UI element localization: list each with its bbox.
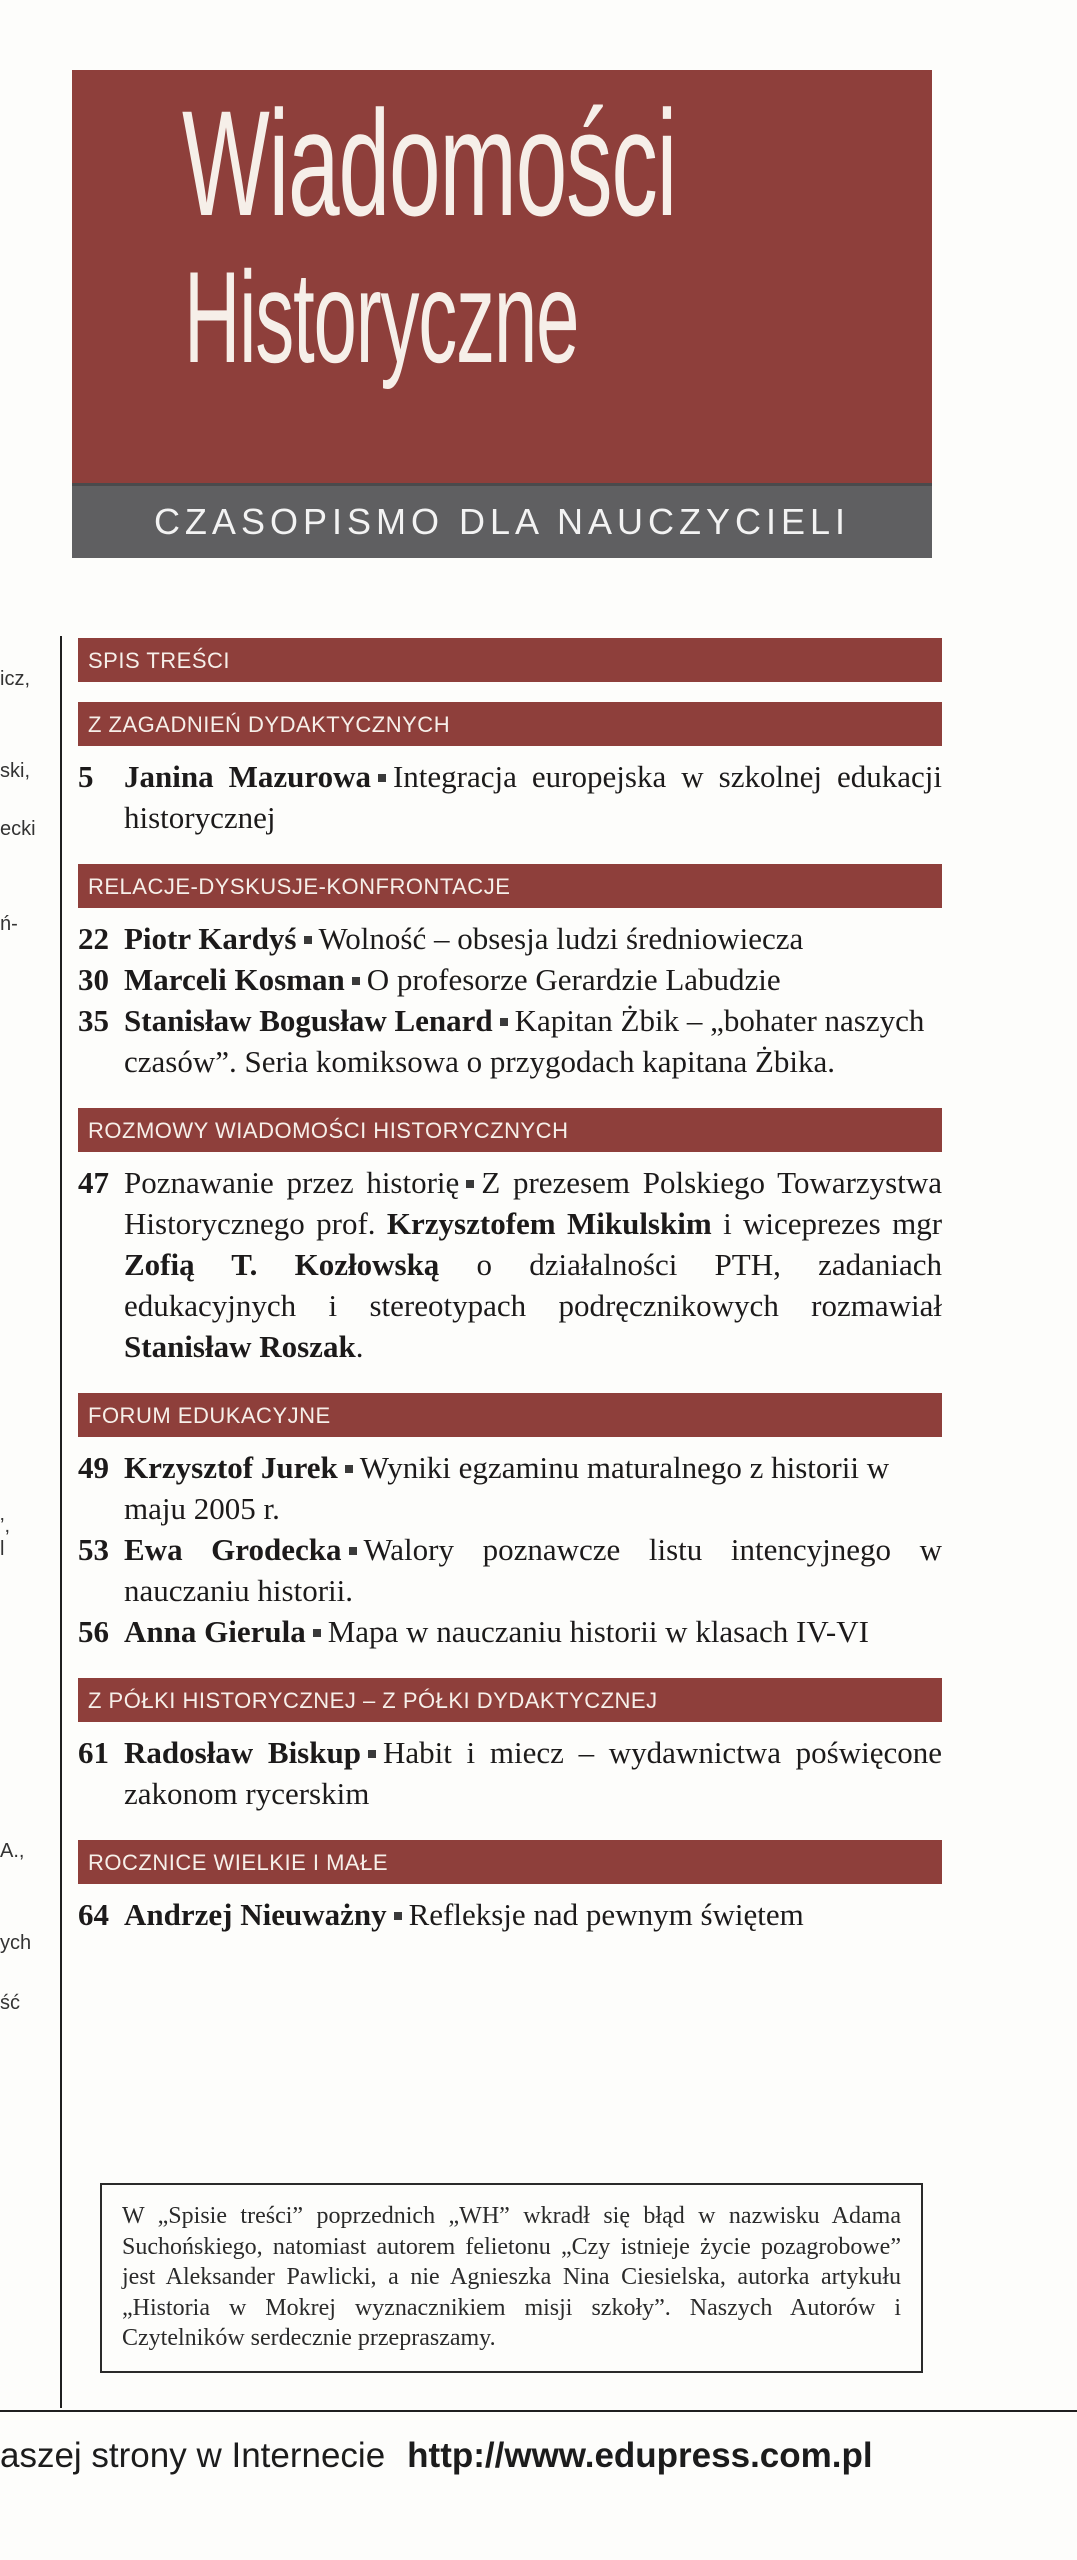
- article-title: Habit i miecz – wydawnictwa poświęcone zakonom rycerskim: [124, 1735, 942, 1811]
- section-title: Z PÓŁKI HISTORYCZNEJ – Z PÓŁKI DYDAKTYCZNEJ: [78, 1678, 942, 1722]
- author-name: Piotr Kardyś: [124, 921, 297, 956]
- toc-section: [78, 1108, 942, 1367]
- page-number: 22: [78, 921, 109, 956]
- magazine-title: Wiadomości: [182, 79, 677, 247]
- page-number: 5: [78, 759, 94, 794]
- magazine-tagline: CZASOPISMO DLA NAUCZYCIELI: [72, 483, 932, 558]
- page-number: 49: [78, 1450, 109, 1485]
- bullet-square-icon: [378, 774, 386, 782]
- bullet-square-icon: [500, 1018, 508, 1026]
- bullet-square-icon: [368, 1750, 376, 1758]
- article-title: Wolność – obsesja ludzi średniowiecza: [318, 921, 804, 956]
- erratum-box: W „Spisie treści” poprzednich „WH” wkradł się błąd w nazwisku Adama Suchońskiego, natomiast autorem felietonu „Czy istnieje życie pozagrobowe” jest Aleksander Pawlicki, a nie Agnieszka Nina Ciesielska, autorka artykułu „Historia w Mokrej wyznacznikiem misji szkoły”. Naszych Autorów i Czytelników serdecznie przepraszamy.: [100, 2183, 923, 2373]
- margin-fragment: icz,: [0, 668, 30, 690]
- article-title: Walory poznawcze listu intencyjnego w nauczaniu historii.: [124, 1532, 942, 1608]
- page-number: 61: [78, 1735, 109, 1770]
- article-title: Integracja europejska w szkolnej edukacji historycznej: [124, 759, 942, 835]
- footer: [0, 2436, 1077, 2476]
- page-number: 35: [78, 1003, 109, 1038]
- bullet-square-icon: [313, 1629, 321, 1637]
- section-title: Z ZAGADNIEŃ DYDAKTYCZNYCH: [78, 702, 942, 746]
- footer-divider: [0, 2410, 1077, 2412]
- margin-fragment: ść: [0, 1992, 20, 2014]
- toc-section: [78, 702, 942, 838]
- page-number: 64: [78, 1897, 109, 1932]
- author-name: Janina Mazurowa: [124, 759, 371, 794]
- margin-fragment: l: [0, 1538, 5, 1560]
- toc-entry[interactable]: [78, 1447, 942, 1529]
- margin-fragment: ych: [0, 1932, 32, 1954]
- toc-heading: SPIS TREŚCI: [78, 638, 942, 682]
- page-number: 53: [78, 1532, 109, 1567]
- article-title: Kapitan Żbik – „bohater naszych czasów”. Seria komiksowa o przygodach kapitana Żbika.: [124, 1003, 925, 1079]
- section-title: RELACJE-DYSKUSJE-KONFRONTACJE: [78, 864, 942, 908]
- table-of-contents: [78, 638, 942, 1961]
- toc-entry[interactable]: [78, 1611, 942, 1652]
- magazine-subtitle: Historyczne: [184, 244, 579, 390]
- author-name: Stanisław Bogusław Lenard: [124, 1003, 493, 1038]
- toc-entry[interactable]: [78, 1162, 942, 1367]
- footer-text: aszej strony w Internecie: [0, 2436, 386, 2475]
- section-title: ROZMOWY WIADOMOŚCI HISTORYCZNYCH: [78, 1108, 942, 1152]
- bullet-square-icon: [304, 936, 312, 944]
- margin-fragment: ski,: [0, 760, 30, 782]
- article-description: Z prezesem Polskiego Towarzystwa Historycznego prof.: [124, 1165, 942, 1241]
- toc-heading-section: [78, 638, 942, 682]
- interviewee-name: Zofią T. Kozłowską: [124, 1247, 440, 1282]
- article-description: i wiceprezes mgr: [723, 1206, 943, 1241]
- toc-section: [78, 1678, 942, 1814]
- margin-fragment: ń-: [0, 913, 18, 935]
- sentence-end: .: [355, 1329, 364, 1364]
- interviewee-name: Krzysztofem Mikulskim: [386, 1206, 712, 1241]
- bullet-square-icon: [352, 977, 360, 985]
- toc-entry[interactable]: [78, 959, 942, 1000]
- website-link[interactable]: http://www.edupress.com.pl: [407, 2436, 873, 2475]
- article-title: Poznawanie przez historię: [124, 1165, 460, 1200]
- bullet-square-icon: [394, 1912, 402, 1920]
- toc-entry[interactable]: [78, 918, 942, 959]
- interviewer-name: Stanisław Roszak: [124, 1329, 356, 1364]
- bullet-square-icon: [345, 1465, 353, 1473]
- toc-entry[interactable]: [78, 1000, 942, 1082]
- toc-section: [78, 1840, 942, 1935]
- toc-entry[interactable]: [78, 756, 942, 838]
- article-title: Wyniki egzaminu maturalnego z historii w maju 2005 r.: [124, 1450, 890, 1526]
- margin-fragment: A.,: [0, 1840, 25, 1862]
- author-name: Radosław Biskup: [124, 1735, 361, 1770]
- toc-entry[interactable]: [78, 1732, 942, 1814]
- bullet-square-icon: [466, 1180, 474, 1188]
- margin-fragment: ecki: [0, 818, 36, 840]
- author-name: Ewa Grodecka: [124, 1532, 342, 1567]
- author-name: Krzysztof Jurek: [124, 1450, 338, 1485]
- masthead: [72, 70, 932, 558]
- page-number: 56: [78, 1614, 109, 1649]
- section-title: FORUM EDUKACYJNE: [78, 1393, 942, 1437]
- author-name: Marceli Kosman: [124, 962, 345, 997]
- author-name: Anna Gierula: [124, 1614, 306, 1649]
- margin-fragment: ’,: [0, 1515, 10, 1537]
- article-title: Mapa w nauczaniu historii w klasach IV-VI: [327, 1614, 869, 1649]
- section-title: ROCZNICE WIELKIE I MAŁE: [78, 1840, 942, 1884]
- article-description: o działalności PTH, zadaniach edukacyjnych i stereotypach podręcznikowych rozmawiał: [124, 1247, 943, 1323]
- column-divider: [60, 636, 62, 2408]
- bullet-square-icon: [349, 1547, 357, 1555]
- toc-section: [78, 1393, 942, 1652]
- author-name: Andrzej Nieuważny: [124, 1897, 387, 1932]
- page-number: 30: [78, 962, 109, 997]
- article-title: O profesorze Gerardzie Labudzie: [366, 962, 781, 997]
- toc-entry[interactable]: [78, 1529, 942, 1611]
- article-title: Refleksje nad pewnym świętem: [408, 1897, 804, 1932]
- toc-entry[interactable]: [78, 1894, 942, 1935]
- page-number: 47: [78, 1165, 109, 1200]
- toc-section: [78, 864, 942, 1082]
